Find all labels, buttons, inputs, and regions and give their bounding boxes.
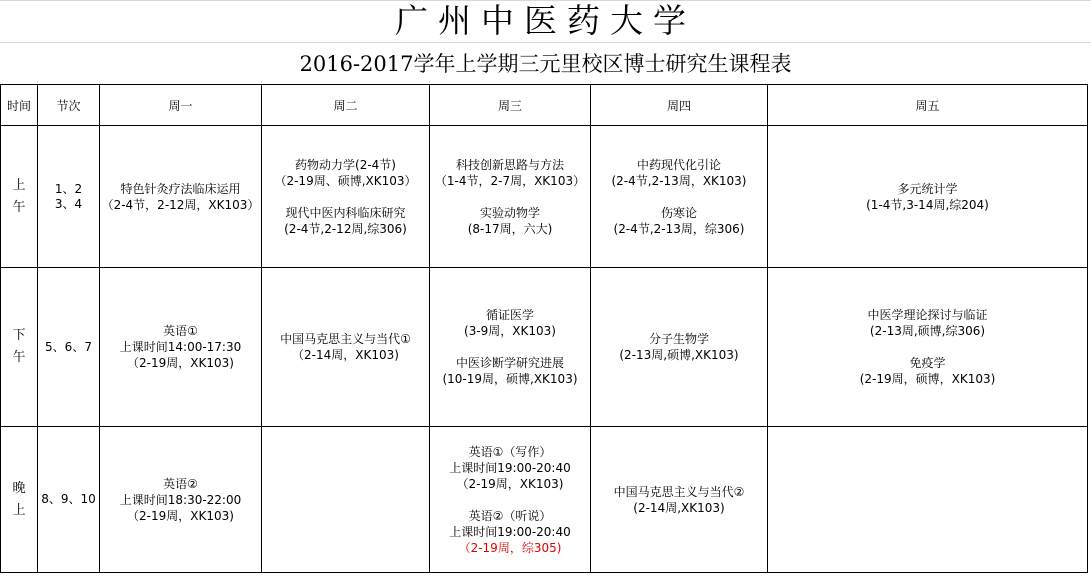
page-subtitle: 2016-2017学年上学期三元里校区博士研究生课程表 — [299, 52, 792, 76]
period-text: 1、2 — [54, 181, 83, 196]
header-cell: 周五 — [768, 85, 1088, 126]
course-cell — [262, 268, 430, 427]
course-line: (2-4节,2-13周，综306) — [613, 221, 745, 236]
course-line: (1-4节,3-14周,综204) — [866, 197, 989, 212]
course-line: 上课时间18:30-22:00 — [119, 492, 242, 507]
course-line: (2-13周,硕博,XK103) — [619, 348, 739, 362]
course-cell — [768, 126, 1088, 268]
course-line: (2-13周,硕博,综306) — [869, 324, 986, 338]
course-line: (2-4节,2-13周，XK103) — [611, 173, 747, 188]
course-cell — [768, 268, 1088, 427]
period-cell — [38, 268, 100, 427]
course-cell — [591, 126, 768, 268]
course-line: 分子生物学 — [648, 332, 709, 346]
empty-cell — [768, 427, 1088, 573]
course-cell — [100, 427, 262, 573]
course-line: 英语② — [163, 476, 198, 491]
course-line: 英语②（听说） — [468, 508, 552, 523]
table-row — [1, 268, 1088, 427]
course-line: 多元统计学 — [897, 181, 958, 196]
course-line: （1-4节，2-7周，XK103） — [434, 173, 586, 188]
course-line: 中医诊断学研究进展 — [455, 356, 564, 370]
course-line: (2-4节,2-12周,综306) — [284, 221, 407, 236]
course-line: 英语①（写作） — [468, 444, 552, 459]
highlighted-course-line: （2-19周，综305) — [458, 540, 562, 555]
course-line: 上课时间14:00-17:30 — [119, 340, 242, 354]
course-line: (8-17周，六大) — [467, 221, 553, 236]
title-gridline — [0, 42, 1091, 43]
course-cell — [591, 268, 768, 427]
header-cell: 周一 — [100, 85, 262, 126]
time-cell — [1, 126, 38, 268]
course-line: 中医学理论探讨与临证 — [867, 308, 988, 322]
period-cell — [38, 126, 100, 268]
header-cell: 节次 — [38, 85, 100, 126]
course-line: (3-9周，XK103) — [464, 324, 556, 338]
course-line: 循证医学 — [485, 308, 534, 322]
course-line: 中药现代化引论 — [636, 157, 721, 172]
page-title: 广州中医药大学 — [395, 1, 696, 40]
period-text: 5、6、7 — [45, 339, 92, 354]
course-line: (2-19周，硕博，XK103) — [859, 372, 996, 386]
course-line: 药物动力学(2-4节) — [295, 157, 396, 172]
table-row — [1, 427, 1088, 573]
time-cell — [1, 268, 38, 427]
course-line: 免疫学 — [909, 356, 946, 370]
course-cell — [591, 427, 768, 573]
time-char: 晚 — [12, 480, 26, 496]
course-line: 科技创新思路与方法 — [455, 157, 564, 172]
course-line: (2-14周,XK103) — [633, 500, 725, 515]
course-line: 实验动物学 — [479, 205, 540, 220]
empty-cell — [262, 427, 430, 573]
course-line: 上课时间19:00-20:40 — [449, 460, 571, 475]
time-char: 午 — [12, 350, 26, 365]
header-cell: 时间 — [1, 85, 38, 126]
period-text: 3、4 — [54, 196, 83, 211]
course-line: 现代中医内科临床研究 — [285, 205, 406, 220]
schedule-table — [0, 84, 1088, 573]
course-cell — [100, 126, 262, 268]
course-cell — [430, 126, 591, 268]
course-line: 特色针灸疗法临床运用 — [120, 181, 241, 196]
course-line: 中国马克思主义与当代① — [280, 332, 411, 346]
time-char: 上 — [12, 502, 26, 518]
period-text: 8、9、10 — [41, 492, 96, 506]
period-cell — [38, 427, 100, 573]
course-line: (10-19周，硕博,XK103) — [442, 372, 578, 386]
course-cell — [430, 268, 591, 427]
course-line: 伤寒论 — [660, 205, 697, 220]
course-line: （2-19周，XK103) — [127, 356, 234, 370]
course-line: （2-19周，XK103) — [456, 476, 564, 491]
course-cell — [430, 427, 591, 573]
header-cell: 周二 — [262, 85, 430, 126]
course-line: 英语① — [163, 324, 198, 338]
header-cell: 周四 — [591, 85, 768, 126]
course-line: （2-4节，2-12周，XK103） — [101, 197, 260, 212]
course-line: （2-19周、硕博,XK103） — [274, 173, 417, 188]
header-cell: 周三 — [430, 85, 591, 126]
time-cell — [1, 427, 38, 573]
time-char: 下 — [12, 328, 26, 343]
table-row — [1, 126, 1088, 268]
course-line: （2-14周，XK103) — [292, 348, 399, 362]
time-char: 午 — [12, 199, 26, 215]
course-cell — [100, 268, 262, 427]
header-row — [1, 85, 1088, 126]
course-line: 上课时间19:00-20:40 — [449, 524, 571, 539]
course-line: （2-19周，XK103) — [127, 508, 234, 523]
course-cell — [262, 126, 430, 268]
time-char: 上 — [12, 177, 26, 193]
course-line: 中国马克思主义与当代② — [613, 484, 745, 499]
